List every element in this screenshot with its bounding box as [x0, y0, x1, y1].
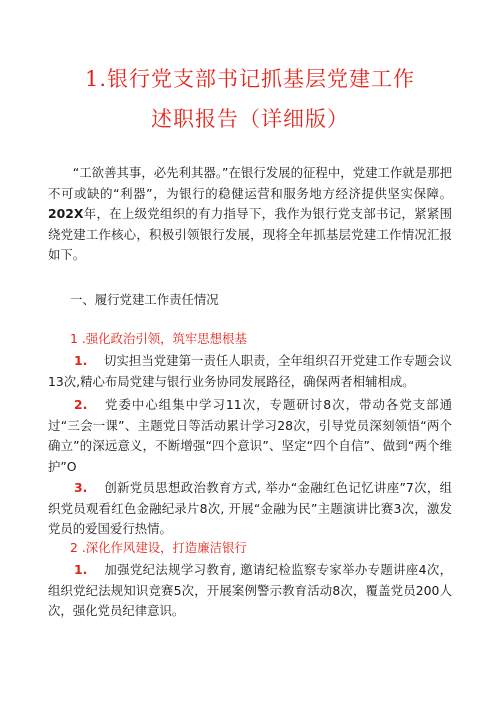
list-item [48, 395, 452, 477]
document-title-line2: 述职报告（详细版） [151, 107, 349, 131]
item-number: 3. [74, 480, 88, 495]
item-text: 切实担当党建第一责任人职责，全年组织召开党建工作专题会议13次,精心布局党建与银行业务协同发展路径，确保两者相辅相成。 [48, 353, 452, 389]
intro-part1: “工欲善其事，必先利其器。”在银行发展的征程中，党建工作就是那把不可或缺的“利器”，为银行的稳健运营和服务地方经济提供坚实保障。 [48, 165, 452, 201]
item-number: 1. [74, 562, 88, 577]
list-item [48, 560, 452, 622]
intro-year: 202X [48, 206, 84, 221]
list-item [48, 351, 452, 392]
item-text: 加强党纪法规学习教育, 邀请纪检监察专家举办专题讲座4次，组织党纪法规知识竞赛5次，开展案例警示教育活动8次，覆盖党员200人次，强化党员纪律意识。 [48, 562, 452, 618]
subsection-heading-2: 2 .深化作风建设，打造廉洁银行 [70, 540, 247, 555]
list-item [48, 478, 452, 540]
subsection-heading-1: 1 .强化政治引领，筑牢思想根基 [70, 331, 247, 346]
item-number: 2. [74, 397, 88, 412]
item-text: 党委中心组集中学习11次，专题研讨8次，带动各党支部通过“三会一课”、主题党日等活动累计学习28次，引导党员深刻领悟“两个确立”的深远意义，不断增强“四个意识”、坚定“四个自信”、做到“两个维护”O [48, 397, 452, 474]
item-text: 创新党员思想政治教育方式, 举办“金融红色记忆讲座”7次，组织党员观看红色金融纪录片8次, 开展“金融为民”主题演讲比赛3次，激发党员的爱国爱行热情。 [48, 480, 452, 536]
section-heading: 一、履行党建工作责任情况 [70, 292, 219, 307]
document-title-line1: 1.银行党支部书记抓基层党建工作 [84, 67, 416, 91]
intro-part2: 年，在上级党组织的有力指导下，我作为银行党支部书记，紧紧围绕党建工作核心，积极引领银行发展，现将全年抓基层党建工作情况汇报如下。 [48, 206, 452, 262]
intro-paragraph [48, 163, 452, 266]
item-number: 1. [74, 353, 88, 368]
